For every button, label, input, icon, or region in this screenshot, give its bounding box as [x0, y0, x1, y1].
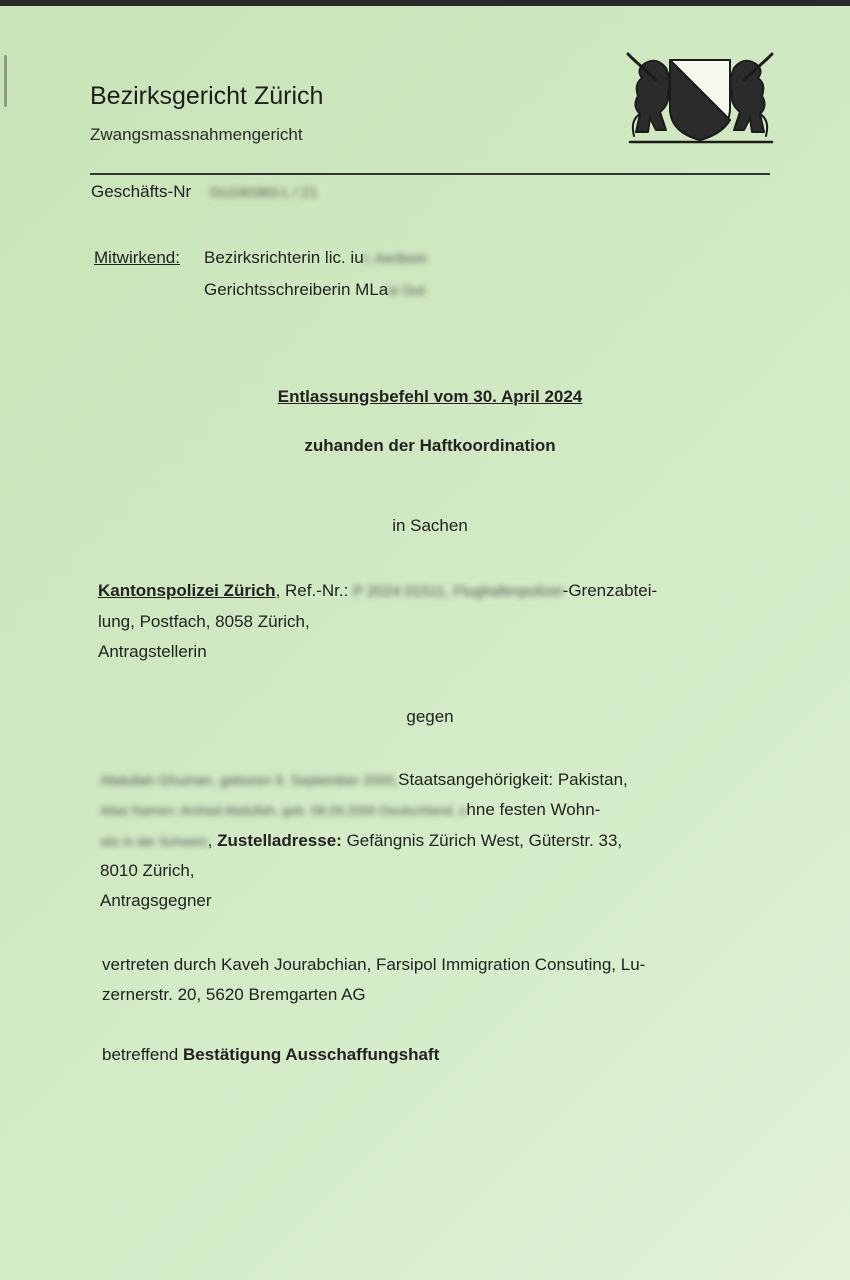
respondent-line-3: sitz in der Schweiz, Zustelladresse: Gefängnis Zürich West, Güterstr. 33,: [100, 831, 623, 850]
in-sachen: in Sachen: [392, 516, 468, 535]
applicant-line-1: Kantonspolizei Zürich, Ref.-Nr.: P 2024 01511, Flughafenpolizei-Grenzabtei-: [98, 581, 658, 600]
delivery-address-label: Zustelladresse:: [217, 831, 342, 850]
case-number-line: [91, 182, 318, 202]
respondent-alias-redacted: Alias Namen: Arshad Abdullah, geb. 08.09.2000 Deutschland, o: [100, 803, 467, 818]
applicant-ref-redacted: P 2024 01511, Flughafenpolizei: [353, 583, 563, 600]
clerk-name-redacted: w Gut: [388, 282, 425, 298]
respondent-line-1: Abdullah Ghuman, geboren 9. September 2000,Staatsangehörigkeit: Pakistan,: [100, 770, 628, 789]
representative-line-1: vertreten durch Kaveh Jourabchian, Farsipol Immigration Consuting, Lu-: [102, 955, 646, 974]
judge-line: Bezirksrichterin lic. iur. Aeribom: [204, 248, 427, 267]
top-edge: [0, 0, 850, 6]
representative-line-2: zernerstr. 20, 5620 Bremgarten AG: [102, 985, 366, 1004]
case-number-redacted: GU240363-L / Z1: [209, 184, 318, 200]
applicant-role: Antragstellerin: [98, 642, 207, 661]
header-divider: [90, 173, 770, 175]
respondent-line-4: 8010 Zürich,: [100, 861, 195, 880]
respondent-identity-redacted: Abdullah Ghuman, geboren 9. September 2000,: [100, 772, 399, 788]
respondent-line-2: Alias Namen: Arshad Abdullah, geb. 08.09.2000 Deutschland, ohne festen Wohn-: [100, 800, 601, 819]
delivery-address-value: Gefängnis Zürich West, Güterstr. 33,: [341, 831, 623, 850]
subject-line: betreffend Bestätigung Ausschaffungshaft: [102, 1045, 440, 1064]
department-name: Zwangsmassnahmengericht: [90, 125, 303, 144]
case-number-label: Geschäfts-Nr: [91, 182, 192, 201]
court-name: Bezirksgericht Zürich: [90, 82, 324, 110]
document-title: Entlassungsbefehl vom 30. April 2024: [277, 387, 583, 406]
respondent-role: Antragsgegner: [100, 891, 212, 910]
subject-value: Bestätigung Ausschaffungshaft: [182, 1045, 440, 1064]
judge-name-redacted: r. Aeribom: [363, 250, 427, 266]
respondent-residence-redacted: sitz in der Schweiz: [100, 834, 208, 849]
document-addressee: zuhanden der Haftkoordination: [304, 436, 556, 455]
applicant-name: Kantonspolizei Zürich: [98, 581, 276, 600]
staple: [4, 55, 7, 107]
zurich-coat-of-arms-icon: [626, 48, 774, 146]
clerk-line: Gerichtsschreiberin MLaw Gut: [204, 280, 425, 299]
participants-label: Mitwirkend:: [94, 248, 180, 267]
gegen: gegen: [406, 707, 454, 726]
applicant-line-2: lung, Postfach, 8058 Zürich,: [98, 612, 310, 631]
